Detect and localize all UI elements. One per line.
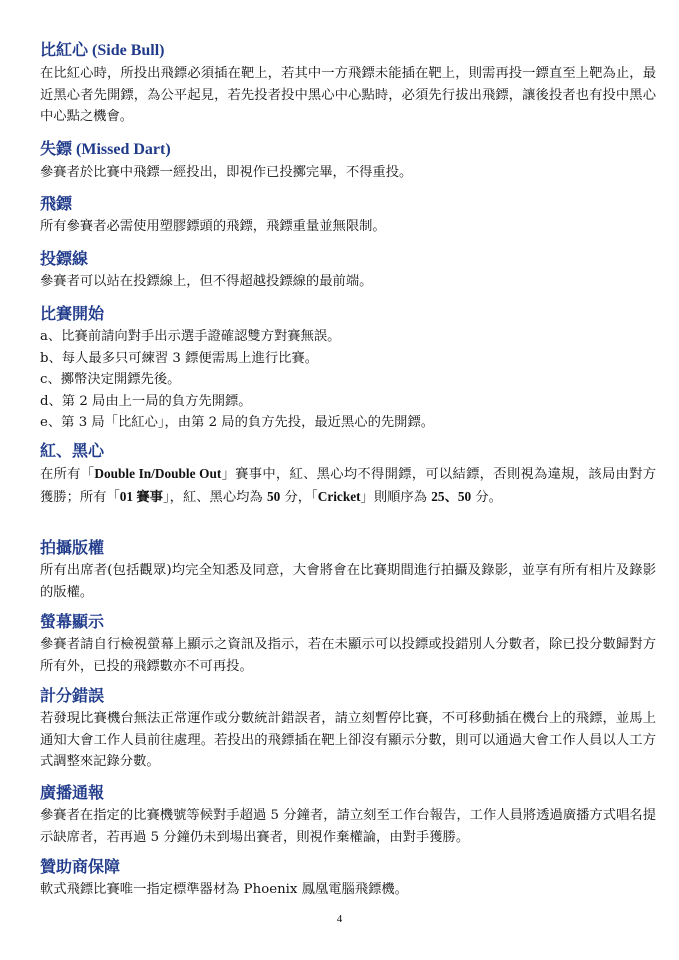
section-body: 參賽者在指定的比賽機號等候對手超過 5 分鐘者，請立刻至工作台報告，工作人員將透過廣播方式唱名提示缺席者，若再過 5 分鐘仍未到場出賽者，則視作棄權論，由對手獲勝。 xyxy=(40,808,656,845)
list-item: d、第 2 局由上一局的負方先開鏢。 xyxy=(40,393,252,409)
section-body: 參賽者可以站在投鏢線上，但不得超越投鏢線的最前端。 xyxy=(40,274,373,289)
list-item: c、擲幣決定開鏢先後。 xyxy=(40,372,181,387)
list-item: a、比賽前請向對手出示選手證確認雙方對賽無誤。 xyxy=(40,329,341,344)
section-heading: 紅、黑心 xyxy=(40,441,105,460)
section-missed-dart xyxy=(40,139,656,184)
section-heading: 比紅心 (Side Bull) xyxy=(40,40,165,59)
section-heading: 計分錯誤 xyxy=(40,686,105,705)
section-body: 所有參賽者必需使用塑膠鏢頭的飛鏢，飛鏢重量並無限制。 xyxy=(40,219,386,234)
section-match-start xyxy=(40,304,656,434)
section-scoring-error xyxy=(40,686,656,773)
section-heading: 螢幕顯示 xyxy=(40,612,105,631)
section-side-bull xyxy=(40,40,656,128)
section-heading: 拍攝版權 xyxy=(40,538,105,557)
page-number: 4 xyxy=(336,913,343,925)
section-heading: 失鏢 (Missed Dart) xyxy=(40,139,171,158)
section-heading: 比賽開始 xyxy=(40,304,105,323)
section-body: 若發現比賽機台無法正常運作或分數統計錯誤者，請立刻暫停比賽，不可移動插在機台上的飛鏢，並馬上通知大會工作人員前往處理。若投出的飛鏢插在靶上卻沒有顯示分數，則可以通過大會工作人員以人工方式調整來記錄分數。 xyxy=(40,711,656,769)
section-body: 參賽者請自行檢視螢幕上顯示之資訊及指示，若在未顯示可以投鏢或投錯別人分數者，除已投分數歸對方所有外，已投的飛鏢數亦不可再投。 xyxy=(40,637,656,674)
section-body: 軟式飛鏢比賽唯一指定標準器材為 Phoenix 鳳凰電腦飛鏢機。 xyxy=(40,882,408,897)
section-screen-display xyxy=(40,612,656,677)
section-darts xyxy=(40,194,656,238)
section-bull-rules xyxy=(40,441,656,508)
section-heading: 投鏢線 xyxy=(40,249,89,268)
section-filming-copyright xyxy=(40,538,656,603)
section-broadcast xyxy=(40,783,656,848)
section-body: 在所有「Double In/Double Out」賽事中，紅、黑心均不得開鏢，可以結鏢，否則視為違規，該局由對方獲勝；所有「01 賽事」，紅、黑心均為 50 分，「Cricket」則順序為 25、50 分。 xyxy=(40,466,657,505)
section-heading: 贊助商保障 xyxy=(40,857,121,876)
section-sponsor xyxy=(40,857,656,901)
list-item: b、每人最多只可練習 3 鏢便需馬上進行比賽。 xyxy=(40,350,319,366)
section-body: 在比紅心時，所投出飛鏢必須插在靶上，若其中一方飛鏢未能插在靶上，則需再投一鏢直至上靶為止，最近黑心者先開鏢，為公平起見，若先投者投中黑心中心點時，必須先行拔出飛鏢，讓後投者也有投中黑心中心點之機會。 xyxy=(40,66,656,124)
section-heading: 飛鏢 xyxy=(40,194,73,213)
section-heading: 廣播通報 xyxy=(40,783,105,802)
list-item: e、第 3 局「比紅心」，由第 2 局的負方先投，最近黑心的先開鏢。 xyxy=(40,415,435,430)
section-body: 所有出席者(包括觀眾)均完全知悉及同意，大會將會在比賽期間進行拍攝及錄影，並享有所有相片及錄影的版權。 xyxy=(40,563,656,600)
section-throw-line xyxy=(40,249,656,293)
section-body: 參賽者於比賽中飛鏢一經投出，即視作已投擲完畢，不得重投。 xyxy=(40,165,413,180)
